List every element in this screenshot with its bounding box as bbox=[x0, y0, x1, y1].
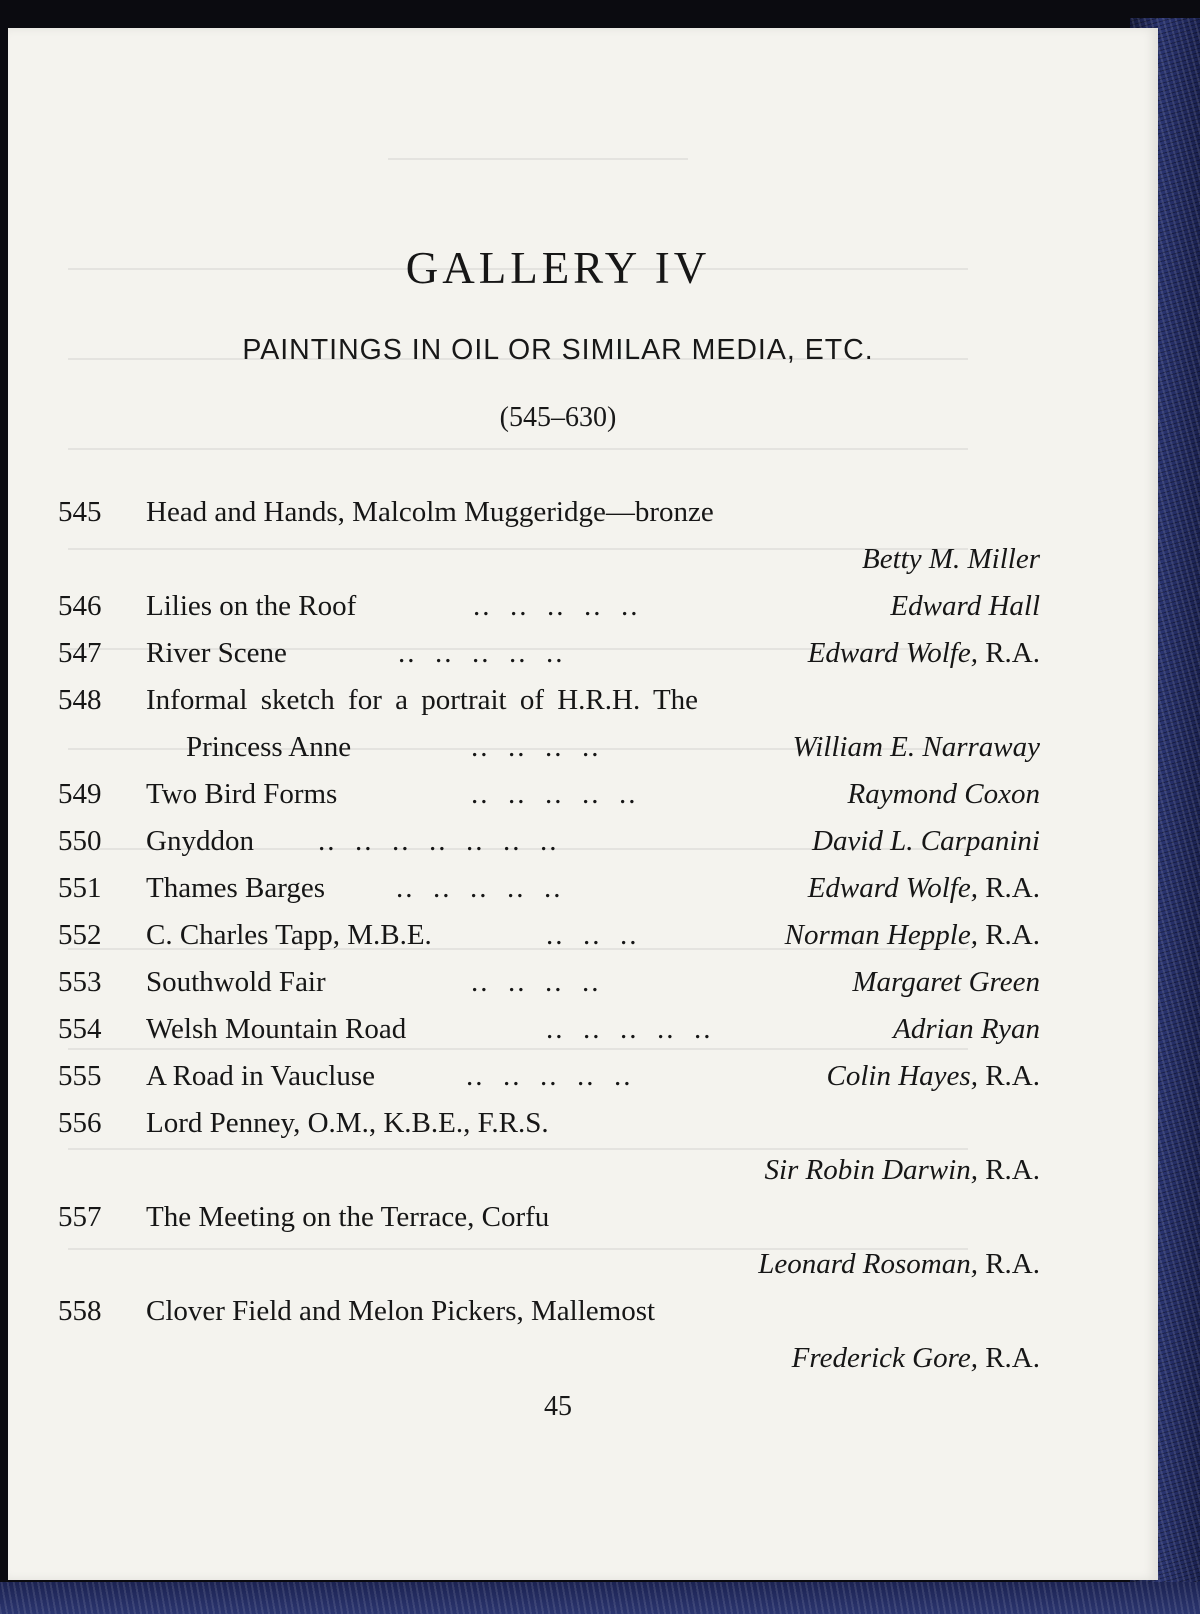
catalogue-entry-artist-line bbox=[58, 1248, 1040, 1288]
entry-title: Clover Field and Melon Pickers, Mallemost bbox=[146, 1295, 656, 1327]
entry-title: Welsh Mountain Road bbox=[146, 1013, 407, 1045]
catalogue-entry bbox=[58, 684, 1040, 724]
catalogue-entry bbox=[58, 778, 1040, 818]
entry-title: C. Charles Tapp, M.B.E. bbox=[146, 919, 432, 951]
entry-title: Informal sketch for a portrait of H.R.H. The bbox=[146, 684, 699, 716]
entry-number: 548 bbox=[58, 684, 102, 716]
leader-dots: .. .. .. bbox=[546, 919, 639, 951]
leader-dots: .. .. .. .. .. bbox=[473, 590, 640, 622]
entry-number: 554 bbox=[58, 1013, 102, 1045]
catalogue-entry bbox=[58, 825, 1040, 865]
entry-artist: Colin Hayes, R.A. bbox=[826, 1060, 1040, 1092]
entry-number: 558 bbox=[58, 1295, 102, 1327]
catalogue-entry bbox=[58, 1201, 1040, 1241]
entry-artist: Edward Wolfe, R.A. bbox=[807, 872, 1040, 904]
entry-number: 556 bbox=[58, 1107, 102, 1139]
leader-dots: .. .. .. .. .. bbox=[396, 872, 563, 904]
leader-dots: .. .. .. .. bbox=[471, 966, 601, 998]
entry-number: 549 bbox=[58, 778, 102, 810]
entry-artist: Adrian Ryan bbox=[893, 1013, 1040, 1045]
catalogue-entry-artist-line bbox=[58, 1342, 1040, 1382]
catalogue-number-range: (545–630) bbox=[499, 402, 617, 433]
gallery-heading: GALLERY IV bbox=[405, 243, 711, 293]
entry-artist: Leonard Rosoman, R.A. bbox=[758, 1248, 1040, 1280]
entry-number: 550 bbox=[58, 825, 102, 857]
entry-artist: Norman Hepple, R.A. bbox=[784, 919, 1040, 951]
catalogue-entry bbox=[58, 872, 1040, 912]
catalogue-entry-continuation bbox=[58, 731, 1040, 771]
entry-title: Lilies on the Roof bbox=[146, 590, 357, 622]
catalogue-entry-artist-line bbox=[58, 1154, 1040, 1194]
leader-dots: .. .. .. .. .. bbox=[398, 637, 565, 669]
entry-number: 553 bbox=[58, 966, 102, 998]
section-subheading: PAINTINGS IN OIL OR SIMILAR MEDIA, ETC. bbox=[242, 334, 874, 366]
entry-number: 551 bbox=[58, 872, 102, 904]
entry-number: 552 bbox=[58, 919, 102, 951]
catalogue-entry bbox=[58, 1013, 1040, 1053]
catalogue-entry bbox=[58, 919, 1040, 959]
catalogue-entry bbox=[58, 590, 1040, 630]
entry-artist: Margaret Green bbox=[852, 966, 1040, 998]
entry-title: The Meeting on the Terrace, Corfu bbox=[146, 1201, 550, 1233]
entry-number: 557 bbox=[58, 1201, 102, 1233]
entry-title: A Road in Vaucluse bbox=[146, 1060, 376, 1092]
entry-artist: Edward Hall bbox=[890, 590, 1040, 622]
entry-title: Two Bird Forms bbox=[146, 778, 338, 810]
entry-number: 547 bbox=[58, 637, 102, 669]
catalogue-entry bbox=[58, 637, 1040, 677]
leader-dots: .. .. .. .. .. bbox=[546, 1013, 713, 1045]
page-number: 45 bbox=[544, 1391, 572, 1422]
entry-number: 555 bbox=[58, 1060, 102, 1092]
leader-dots: .. .. .. .. .. bbox=[466, 1060, 633, 1092]
entry-title: Head and Hands, Malcolm Muggeridge—bronze bbox=[146, 496, 714, 528]
leader-dots: .. .. .. .. bbox=[471, 731, 601, 763]
leader-dots: .. .. .. .. .. .. .. bbox=[318, 825, 559, 857]
entry-title: Thames Barges bbox=[146, 872, 326, 904]
entry-title: River Scene bbox=[146, 637, 287, 669]
book-cover-bottom bbox=[0, 1582, 1200, 1614]
entry-artist: Frederick Gore, R.A. bbox=[791, 1342, 1040, 1374]
entry-artist: Sir Robin Darwin, R.A. bbox=[764, 1154, 1040, 1186]
leader-dots: .. .. .. .. .. bbox=[471, 778, 638, 810]
catalogue-entry bbox=[58, 1295, 1040, 1335]
entry-title-continued: Princess Anne bbox=[186, 731, 352, 763]
catalogue-entry bbox=[58, 1107, 1040, 1147]
entry-artist: Edward Wolfe, R.A. bbox=[807, 637, 1040, 669]
catalogue-entry bbox=[58, 966, 1040, 1006]
entry-title: Gnyddon bbox=[146, 825, 254, 857]
entry-title: Southwold Fair bbox=[146, 966, 326, 998]
catalogue-entries bbox=[8, 28, 1158, 1580]
entry-number: 545 bbox=[58, 496, 102, 528]
catalogue-entry bbox=[58, 496, 1040, 536]
entry-number: 546 bbox=[58, 590, 102, 622]
entry-artist: William E. Narraway bbox=[792, 731, 1040, 763]
entry-artist: Betty M. Miller bbox=[862, 543, 1040, 575]
entry-title: Lord Penney, O.M., K.B.E., F.R.S. bbox=[146, 1107, 549, 1139]
catalogue-page bbox=[8, 28, 1158, 1580]
catalogue-entry bbox=[58, 1060, 1040, 1100]
catalogue-entry-artist-line bbox=[58, 543, 1040, 583]
entry-artist: David L. Carpanini bbox=[812, 825, 1040, 857]
entry-artist: Raymond Coxon bbox=[847, 778, 1040, 810]
